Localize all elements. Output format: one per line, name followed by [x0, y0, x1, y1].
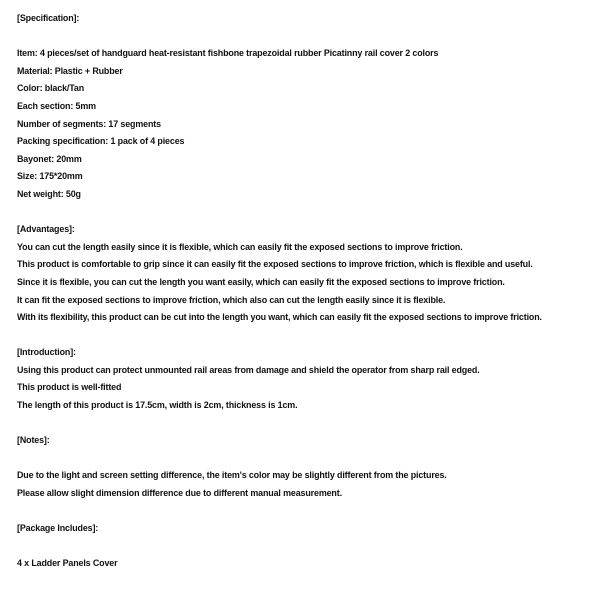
advantage-line: You can cut the length easily since it is flexible, which can easily fit the exposed sections to improve friction.: [17, 241, 463, 253]
spec-segments-line: Number of segments: 17 segments: [17, 118, 161, 130]
spec-size-line: Size: 175*20mm: [17, 171, 83, 183]
spec-item-line: Item: 4 pieces/set of handguard heat-resistant fishbone trapezoidal rubber Picatinny rail cover 2 colors: [17, 48, 439, 60]
advantage-line: It can fit the exposed sections to improve friction, which also can cut the length easily since it is flexible.: [17, 294, 446, 306]
advantage-line: Since it is flexible, you can cut the length you want easily, which can easily fit the exposed sections to improve friction.: [17, 276, 505, 288]
introduction-line: This product is well-fitted: [17, 382, 122, 394]
package-heading: [Package Includes]:: [17, 523, 99, 535]
product-description: [17, 10, 593, 573]
introduction-line: Using this product can protect unmounted rail areas from damage and shield the operator from sharp rail edged.: [17, 364, 480, 376]
advantages-heading: [Advantages]:: [17, 224, 75, 236]
introduction-line: The length of this product is 17.5cm, width is 2cm, thickness is 1cm.: [17, 400, 298, 412]
spec-color-line: Color: black/Tan: [17, 83, 85, 95]
notes-line: Due to the light and screen setting difference, the item's color may be slightly different from the pictures.: [17, 470, 447, 482]
spec-material-line: Material: Plastic + Rubber: [17, 65, 123, 77]
package-line: 4 x Ladder Panels Cover: [17, 558, 118, 570]
specification-heading: [Specification]:: [17, 13, 80, 24]
spec-weight-line: Net weight: 50g: [17, 188, 81, 200]
introduction-heading: [Introduction]:: [17, 347, 76, 359]
spec-section-line: Each section: 5mm: [17, 100, 96, 112]
spec-packing-line: Packing specification: 1 pack of 4 pieces: [17, 136, 185, 148]
notes-line: Please allow slight dimension difference due to different manual measurement.: [17, 488, 342, 500]
spec-bayonet-line: Bayonet: 20mm: [17, 153, 82, 165]
advantage-line: With its flexibility, this product can be cut into the length you want, which can easily fit the exposed sections to improve friction.: [17, 312, 542, 324]
notes-heading: [Notes]:: [17, 435, 50, 447]
advantage-line: This product is comfortable to grip since it can easily fit the exposed sections to improve friction, which is flexible and useful.: [17, 259, 533, 271]
